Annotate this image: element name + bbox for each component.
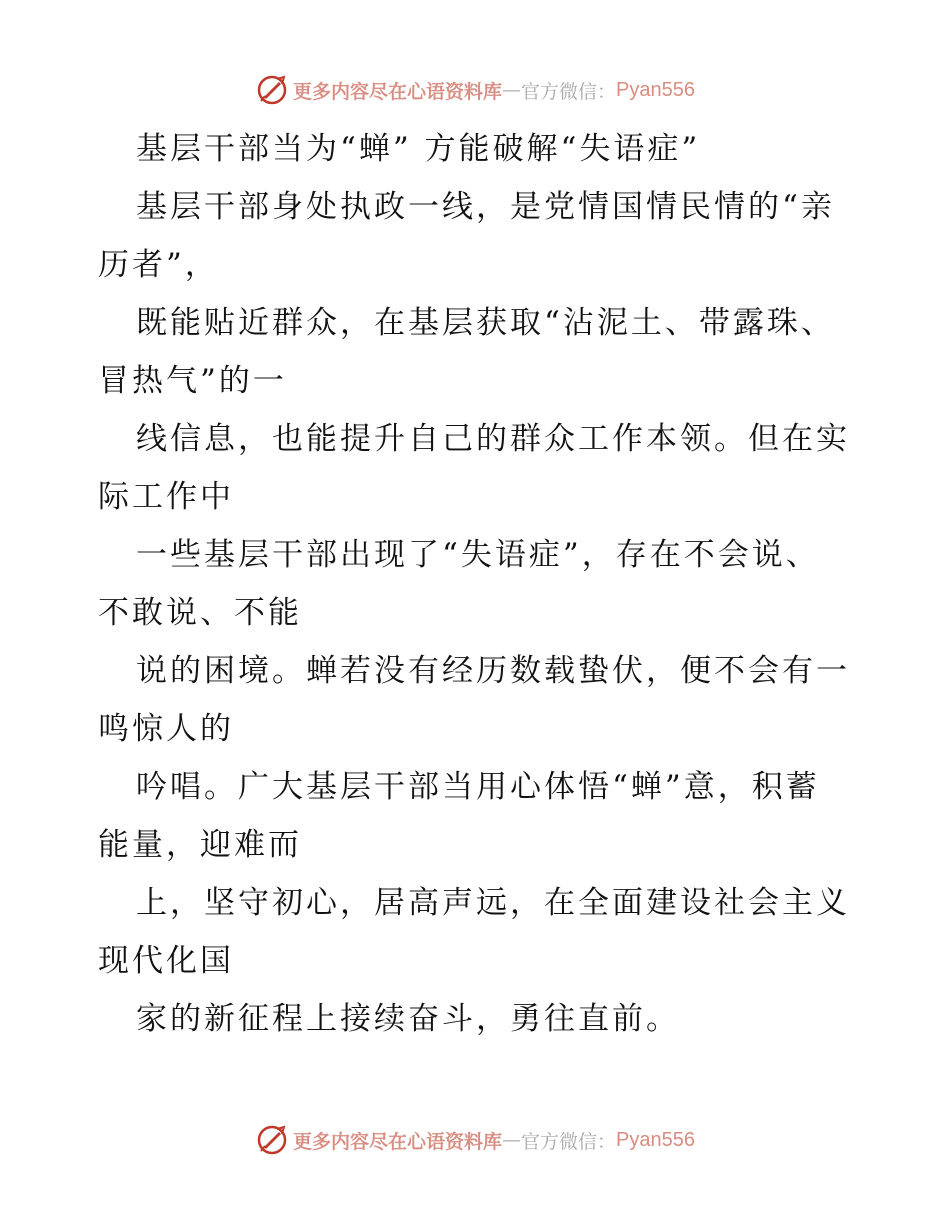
paragraph-line: 线信息，也能提升自己的群众工作本领。但在实 xyxy=(136,421,850,457)
banner-text: 更多内容尽在心语资料库 xyxy=(293,80,503,103)
paragraph-line: 一些基层干部出现了“失语症”，存在不会说、 xyxy=(136,537,820,573)
paragraph-line: 吟唱。广大基层干部当用心体悟“蝉”意，积蓄 xyxy=(136,769,820,805)
banner-separator: — xyxy=(502,79,522,101)
paragraph-line: 基层干部身处执政一线，是党情国情民情的“亲 xyxy=(136,189,835,225)
paragraph-line: 现代化国 xyxy=(98,943,234,979)
banner-wechat-label: 官方微信： xyxy=(521,80,617,103)
quill-seal-icon xyxy=(255,73,289,107)
banner-wechat-id: Pyan556 xyxy=(616,1128,695,1151)
paragraph-line: 鸣惊人的 xyxy=(98,711,234,747)
header-banner xyxy=(0,70,950,110)
document-title: 基层干部当为“蝉” 方能破解“失语症” xyxy=(136,131,701,167)
document-body xyxy=(98,120,858,1048)
footer-banner xyxy=(0,1120,950,1160)
paragraph-line: 历者”， xyxy=(98,247,219,283)
banner-separator: — xyxy=(502,1129,522,1151)
banner-text: 更多内容尽在心语资料库 xyxy=(293,1130,503,1153)
paragraph-line: 既能贴近群众，在基层获取“沾泥土、带露珠、 xyxy=(136,305,835,341)
paragraph-line: 说的困境。蝉若没有经历数载蛰伏，便不会有一 xyxy=(136,653,850,689)
paragraph-line: 际工作中 xyxy=(98,479,234,515)
banner-wechat-id: Pyan556 xyxy=(616,78,695,101)
paragraph-line: 上，坚守初心，居高声远，在全面建设社会主义 xyxy=(136,885,850,921)
paragraph-line: 不敢说、不能 xyxy=(98,595,302,631)
paragraph-line: 能量，迎难而 xyxy=(98,827,302,863)
paragraph-line: 家的新征程上接续奋斗，勇往直前。 xyxy=(136,1001,680,1037)
paragraph-line: 冒热气”的一 xyxy=(98,363,287,399)
quill-seal-icon xyxy=(255,1123,289,1157)
banner-wechat-label: 官方微信： xyxy=(521,1130,617,1153)
